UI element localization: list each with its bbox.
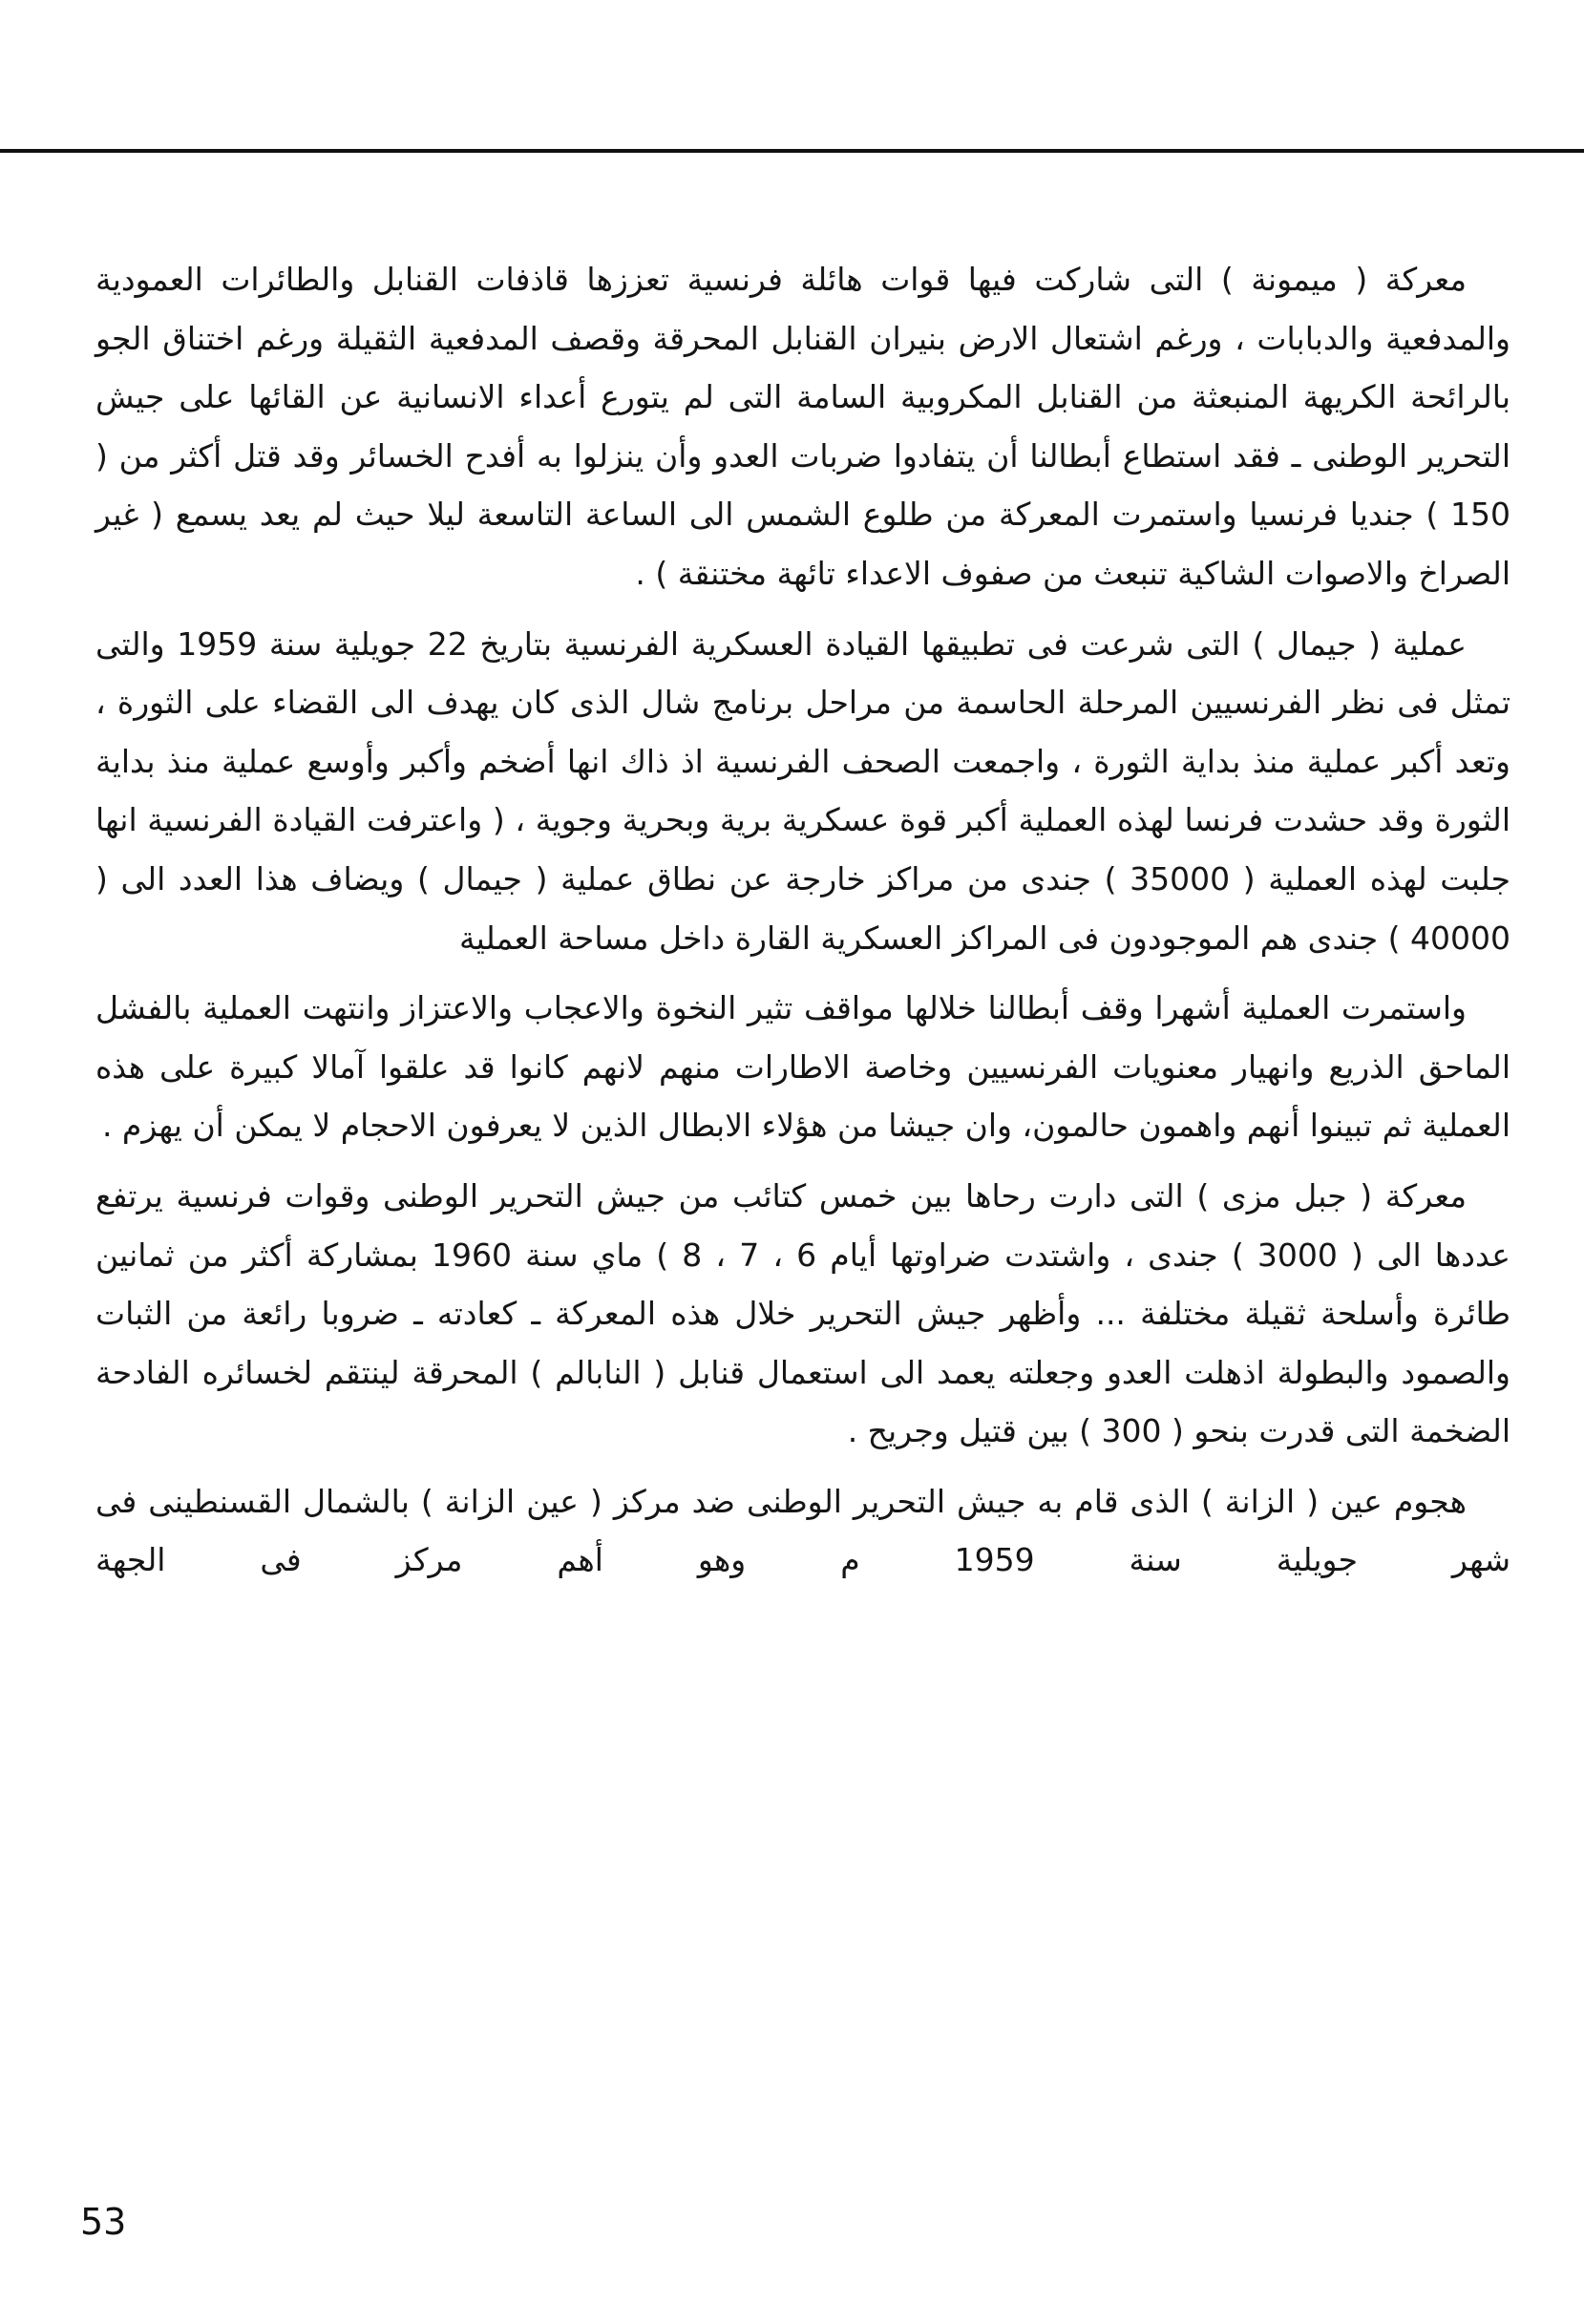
paragraph-maymouna-battle: معركة ( ميمونة ) التى شاركت فيها قوات هائلة فرنسية تعززها قاذفات القنابل والطائرات العمودية والمدفعية والدبابات ، ورغم اشتعال الارض بنيران القنابل المحرقة وقصف المدفعية الثقيلة ورغم اختناق الجو بالرائحة الكريهة المنبعثة من القنابل المكروبية السامة التى لم يتورع أعداء الانسانية عن القائها على جيش التحرير الوطنى ـ فقد استطاع أبطالنا أن يتفادوا ضربات العدو وأن ينزلوا به أفدح الخسائر وقد قتل أكثر من ( 150 ) جنديا فرنسيا واستمرت المعركة من طلوع الشمس الى الساعة التاسعة ليلا حيث لم يعد يسمع ( غير الصراخ والاصوات الشاكية تنبعث من صفوف الاعداء تائهة مختنقة ) . (95, 261, 1510, 592)
page-number: 53 (80, 2201, 127, 2243)
text-column (95, 250, 1510, 1601)
paragraph-jebel-mazi-battle: معركة ( جبل مزى ) التى دارت رحاها بين خمس كتائب من جيش التحرير الوطنى وقوات فرنسية يرتفع عددها الى ( 3000 ) جندى ، واشتدت ضراوتها أيام 6 ، 7 ، 8 ) ماي سنة 1960 بمشاركة أكثر من ثمانين طائرة وأسلحة ثقيلة مختلفة ... وأظهر جيش التحرير خلال هذه المعركة ـ كعادته ـ ضروبا رائعة من الثبات والصمود والبطولة اذهلت العدو وجعلته يعمد الى استعمال قنابل ( النابالم ) المحرقة لينتقم لخسائره الفادحة الضخمة التى قدرت بنحو ( 300 ) بين قتيل وجريح . (95, 1176, 1510, 1450)
paragraph-ain-zana-attack: هجوم عين ( الزانة ) الذى قام به جيش التحرير الوطنى ضد مركز ( عين الزانة ) بالشمال القسنطينى فى شهر جويلية سنة 1959 م وهو أهم مركز فى الجهة (95, 1482, 1510, 1579)
paragraph-operation-outcome: واستمرت العملية أشهرا وقف أبطالنا خلالها مواقف تثير النخوة والاعجاب والاعتزاز وانتهت العملية بالفشل الماحق الذريع وانهيار معنويات الفرنسيين وخاصة الاطارات منهم لانهم كانوا قد علقوا آمالا كبيرة على هذه العملية ثم تبينوا أنهم واهمون حالمون، وان جيشا من هؤلاء الابطال الذين لا يعرفون الاحجام لا يمكن أن يهزم . (95, 989, 1510, 1145)
top-rule (0, 149, 1584, 153)
paragraph-jumelles-operation: عملية ( جيمال ) التى شرعت فى تطبيقها القيادة العسكرية الفرنسية بتاريخ 22 جويلية سنة 1959 والتى تمثل فى نظر الفرنسيين المرحلة الحاسمة من مراحل برنامج شال الذى كان يهدف الى القضاء على الثورة ، وتعد أكبر عملية منذ بداية الثورة ، واجمعت الصحف الفرنسية اذ ذاك انها أضخم وأكبر وأوسع عملية منذ بداية الثورة وقد حشدت فرنسا لهذه العملية أكبر قوة عسكرية برية وبحرية وجوية ، ( واعترفت القيادة الفرنسية انها جلبت لهذه العملية ( 35000 ) جندى من مراكز خارجة عن نطاق عملية ( جيمال ) ويضاف هذا العدد الى ( 40000 ) جندى هم الموجودون فى المراكز العسكرية القارة داخل مساحة العملية (95, 624, 1510, 957)
